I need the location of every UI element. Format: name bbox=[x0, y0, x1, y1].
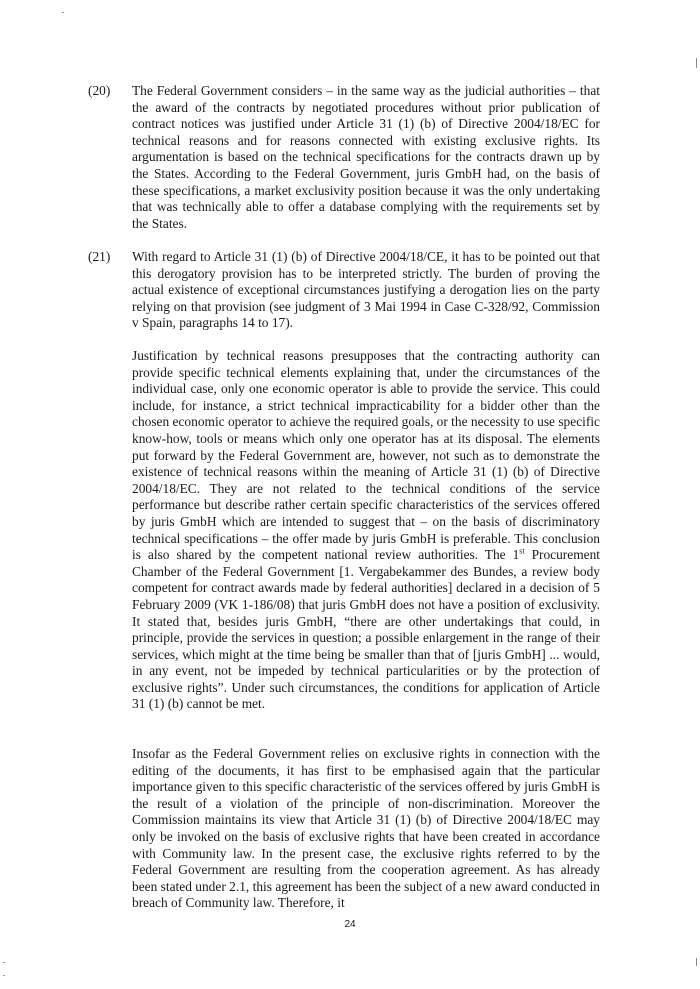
ordinal-superscript: st bbox=[519, 546, 525, 556]
scan-edge-mark bbox=[696, 958, 697, 966]
page-number: 24 bbox=[344, 919, 356, 930]
paragraph-text: With regard to Article 31 (1) (b) of Directive 2004/18/CE, it has to be pointed out that this derogatory provision has to be interpreted strictly. The burden of proving the actual existence of exceptional circumstances justifying a derogation lies on the party relying on that provision (see judgment of 3 Mai 1994 in Case C-328/92, Commission v Spain, paragraphs 14 to 17). bbox=[132, 249, 600, 331]
paragraph-21 bbox=[88, 249, 600, 332]
paragraph-number: (21) bbox=[88, 249, 111, 264]
scan-edge-mark bbox=[696, 58, 697, 68]
paragraph-text-part: Justification by technical reasons presupposes that the contracting authority can provide specific technical elements explaining that, under the circumstances of the individual case, only one economic operator is able to provide the service. This could include, for instance, a strict technical impracticability for a bidder other than the chosen economic operator to achieve the required goals, or the necessity to use specific know-how, tools or means which only one operator has at its disposal. The elements put forward by the Federal Government are, however, not such as to demonstrate the existence of technical reasons within the meaning of Article 31 (1) (b) of Directive 2004/18/EC. They are not related to the technical conditions of the service performance but describe rather certain specific characteristics of the services offered by juris GmbH which are intended to suggest that – on the basis of discriminatory technical specifications – the offer made by juris GmbH is preferable. This conclusion is also shared by the competent national review authorities. The 1 bbox=[132, 348, 600, 563]
paragraph-number: (20) bbox=[88, 83, 111, 98]
paragraph-20 bbox=[88, 83, 600, 232]
scan-speck bbox=[62, 12, 64, 13]
paragraph-technical-justification bbox=[132, 348, 600, 713]
paragraph-exclusive-rights: Insofar as the Federal Government relies on exclusive rights in connection with the editing of the documents, it has first to be emphasised again that the particular importance given to this specific characteristic of the services offered by juris GmbH is the result of a violation of the principle of non-discrimination. Moreover the Commission maintains its view that Article 31 (1) (b) of Directive 2004/18/EC may only be invoked on the basis of exclusive rights that have been created in accordance with Community law. In the present case, the exclusive rights referred to by the Federal Government are resulting from the cooperation agreement. As has already been stated under 2.1, this agreement has been the subject of a new award conducted in breach of Community law. Therefore, it bbox=[132, 746, 600, 911]
paragraph-text-part: Procurement Chamber of the Federal Government [1. Vergabekammer des Bundes, a review body competent for contract awards made by federal authorities] declared in a decision of 5 February 2009 (VK 1-186/08) that juris GmbH does not have a position of exclusivity. It stated that, besides juris GmbH, “there are other undertakings that could, in principle, provide the services in question; a possible enlargement in the range of their services, which might at the time being be smaller than that of [juris GmbH] ... would, in any event, not be impeded by technical particularities or by the protection of exclusive rights”. Under such circumstances, the conditions for application of Article 31 (1) (b) cannot be met. bbox=[132, 547, 600, 712]
scan-speck bbox=[3, 962, 5, 963]
paragraph-text: The Federal Government considers – in the same way as the judicial authorities – that the award of the contracts by negotiated procedures without prior publication of contract notices was justified under Article 31 (1) (b) of Directive 2004/18/EC for technical reasons and for reasons connected with existing exclusive rights. Its argumentation is based on the technical specifications for the contracts drawn up by the States. According to the Federal Government, juris GmbH had, on the basis of these specifications, a market exclusivity position because it was the only undertaking that was technically able to offer a database complying with the requirements set by the States. bbox=[132, 83, 600, 231]
scan-speck bbox=[3, 975, 5, 976]
